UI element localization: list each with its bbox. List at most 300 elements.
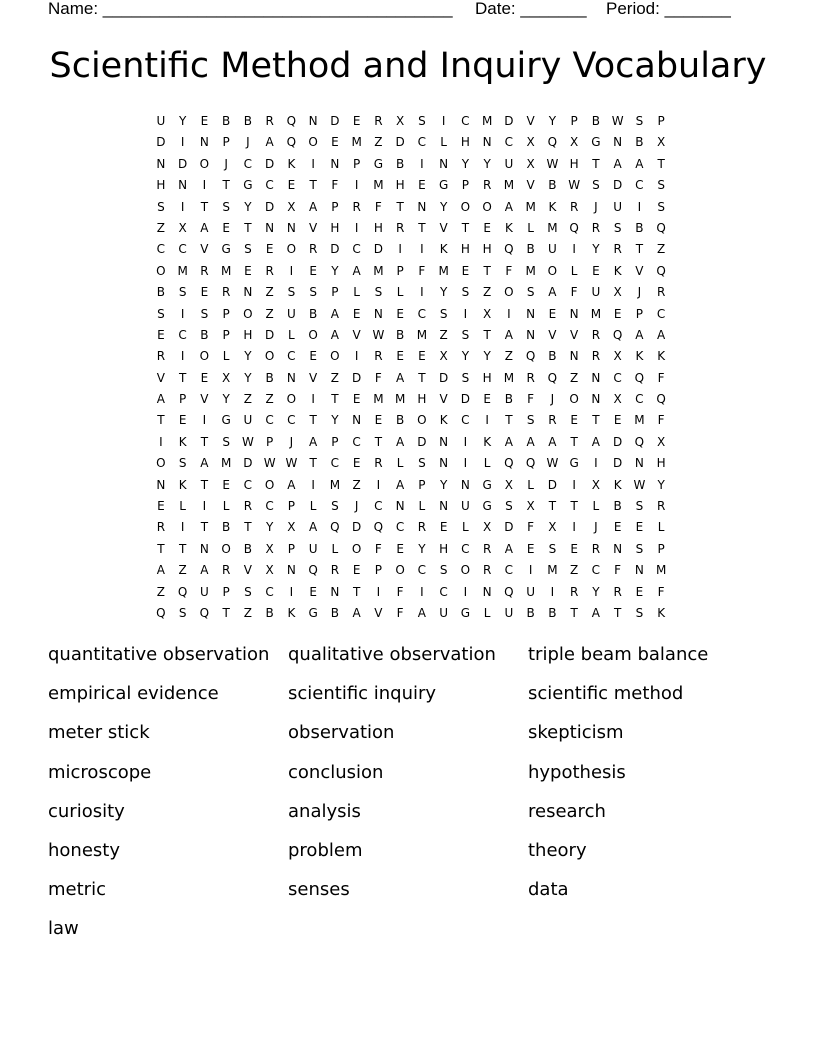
grid-letter: U: [439, 605, 449, 620]
grid-letter: Z: [330, 370, 339, 385]
grid-letter: C: [352, 242, 361, 257]
grid-letter: D: [439, 370, 449, 385]
grid-letter: P: [418, 477, 426, 492]
word-search-grid: [150, 111, 672, 624]
grid-letter: F: [396, 605, 404, 620]
grid-letter: R: [265, 263, 274, 278]
grid-letter: X: [570, 135, 579, 150]
grid-row: [150, 410, 672, 431]
grid-letter: T: [505, 413, 513, 428]
grid-letter: C: [374, 499, 383, 514]
grid-letter: U: [308, 541, 318, 556]
grid-letter: T: [200, 434, 209, 449]
grid-letter: V: [309, 220, 318, 235]
grid-letter: S: [157, 306, 165, 321]
grid-letter: I: [180, 199, 185, 214]
grid-letter: R: [308, 242, 318, 257]
grid-letter: R: [417, 520, 427, 535]
grid-letter: Y: [418, 541, 426, 556]
grid-letter: E: [352, 114, 361, 128]
grid-letter: L: [418, 499, 426, 514]
grid-letter: O: [199, 156, 210, 171]
grid-letter: R: [374, 114, 383, 128]
grid-letter: N: [439, 499, 449, 514]
grid-letter: Y: [439, 285, 448, 300]
grid-letter: L: [179, 499, 186, 514]
grid-letter: I: [528, 563, 533, 578]
grid-letter: C: [461, 114, 470, 128]
grid-letter: W: [241, 434, 254, 449]
grid-letter: O: [156, 456, 166, 471]
grid-letter: S: [178, 605, 187, 620]
grid-letter: S: [657, 178, 665, 193]
grid-letter: L: [396, 285, 404, 300]
grid-letter: N: [395, 499, 405, 514]
grid-letter: V: [243, 563, 252, 578]
grid-letter: A: [548, 285, 557, 300]
grid-letter: E: [178, 413, 187, 428]
grid-letter: Y: [244, 370, 252, 385]
grid-letter: B: [265, 605, 274, 620]
grid-letter: T: [309, 456, 317, 471]
grid-letter: O: [221, 541, 231, 556]
grid-letter: E: [570, 541, 578, 556]
grid-letter: M: [329, 477, 341, 492]
grid-letter: Q: [634, 370, 645, 385]
grid-letter: Q: [504, 456, 514, 471]
grid-letter: A: [504, 541, 513, 556]
grid-letter: O: [460, 563, 471, 578]
grid-letter: O: [264, 477, 275, 492]
grid-letter: V: [352, 327, 361, 342]
grid-letter: N: [634, 456, 644, 471]
grid-letter: A: [200, 563, 209, 578]
grid-letter: I: [354, 220, 359, 235]
grid-letter: H: [156, 178, 166, 193]
grid-letter: O: [286, 242, 297, 257]
grid-letter: F: [418, 263, 426, 278]
grid-letter: N: [591, 370, 601, 385]
grid-letter: V: [374, 605, 383, 620]
grid-row: [150, 154, 672, 175]
word-bank: [48, 641, 768, 955]
grid-letter: W: [285, 456, 298, 471]
grid-letter: Q: [156, 605, 166, 620]
grid-letter: E: [592, 263, 600, 278]
grid-letter: R: [591, 349, 601, 364]
grid-letter: N: [613, 541, 623, 556]
grid-letter: L: [222, 499, 230, 514]
grid-letter: P: [657, 114, 665, 128]
grid-letter: E: [613, 413, 622, 428]
grid-letter: A: [396, 477, 405, 492]
grid-letter: U: [504, 156, 514, 171]
grid-letter: I: [354, 349, 359, 364]
grid-letter: N: [482, 135, 492, 150]
grid-letter: M: [634, 413, 645, 428]
grid-letter: A: [526, 434, 535, 449]
grid-letter: U: [156, 114, 166, 128]
grid-letter: I: [159, 434, 163, 449]
grid-letter: S: [548, 541, 557, 556]
grid-letter: B: [548, 605, 557, 620]
grid-letter: M: [525, 263, 536, 278]
grid-letter: T: [570, 434, 578, 449]
grid-letter: Q: [656, 392, 666, 407]
grid-letter: F: [374, 370, 382, 385]
grid-letter: T: [592, 413, 600, 428]
grid-letter: R: [221, 563, 231, 578]
grid-letter: S: [439, 563, 448, 578]
grid-letter: N: [569, 306, 579, 321]
grid-letter: G: [308, 605, 318, 620]
grid-letter: K: [483, 434, 492, 449]
grid-letter: U: [243, 413, 253, 428]
grid-letter: Y: [592, 584, 600, 599]
grid-letter: N: [439, 434, 449, 449]
grid-letter: I: [572, 242, 576, 257]
grid-letter: G: [373, 156, 384, 171]
grid-letter: L: [309, 499, 317, 514]
grid-letter: N: [286, 370, 296, 385]
grid-letter: P: [266, 434, 274, 449]
grid-letter: I: [463, 584, 468, 599]
grid-letter: L: [483, 605, 491, 620]
grid-letter: X: [483, 306, 492, 321]
grid-letter: W: [568, 178, 581, 193]
grid-letter: I: [376, 477, 381, 492]
grid-letter: E: [200, 285, 209, 300]
grid-letter: S: [418, 456, 426, 471]
grid-letter: C: [352, 434, 361, 449]
grid-letter: E: [222, 477, 230, 492]
grid-letter: I: [420, 242, 424, 257]
word-list-item: analysis: [288, 800, 361, 822]
grid-letter: I: [420, 156, 424, 171]
grid-letter: T: [244, 520, 252, 535]
grid-row: [150, 218, 672, 239]
grid-letter: S: [526, 285, 535, 300]
grid-letter: R: [656, 499, 666, 514]
grid-letter: O: [460, 199, 471, 214]
grid-letter: N: [178, 178, 188, 193]
grid-letter: K: [613, 263, 622, 278]
grid-letter: A: [504, 434, 513, 449]
grid-letter: X: [287, 520, 296, 535]
grid-letter: N: [199, 541, 209, 556]
grid-letter: T: [222, 605, 230, 620]
grid-letter: R: [548, 413, 557, 428]
grid-letter: P: [222, 584, 230, 599]
grid-letter: X: [439, 349, 448, 364]
grid-letter: Z: [657, 242, 666, 257]
grid-letter: H: [482, 370, 492, 385]
grid-letter: C: [439, 584, 448, 599]
grid-letter: Z: [156, 584, 165, 599]
grid-letter: M: [373, 392, 384, 407]
grid-letter: R: [374, 349, 383, 364]
grid-letter: M: [438, 263, 449, 278]
grid-letter: R: [200, 263, 209, 278]
grid-letter: R: [656, 285, 666, 300]
grid-letter: S: [635, 114, 644, 128]
grid-letter: G: [221, 413, 231, 428]
grid-letter: Q: [504, 584, 514, 599]
grid-letter: O: [308, 135, 318, 150]
grid-letter: H: [460, 242, 470, 257]
grid-letter: H: [330, 220, 340, 235]
grid-letter: P: [222, 306, 230, 321]
grid-letter: T: [483, 327, 491, 342]
grid-letter: D: [613, 178, 623, 193]
grid-letter: F: [505, 263, 513, 278]
grid-letter: I: [572, 520, 576, 535]
grid-letter: O: [351, 541, 362, 556]
grid-letter: T: [178, 541, 187, 556]
grid-letter: S: [244, 242, 252, 257]
grid-letter: Y: [331, 413, 339, 428]
grid-letter: Y: [461, 156, 470, 171]
grid-letter: O: [395, 563, 405, 578]
grid-letter: N: [265, 220, 275, 235]
grid-letter: O: [330, 349, 340, 364]
grid-letter: N: [330, 156, 340, 171]
word-list-item: qualitative observation: [288, 644, 496, 665]
grid-letter: A: [591, 605, 600, 620]
grid-letter: K: [504, 220, 513, 235]
grid-letter: C: [243, 477, 253, 492]
grid-letter: I: [289, 263, 294, 278]
grid-letter: B: [591, 114, 600, 128]
grid-letter: F: [527, 392, 535, 407]
grid-letter: C: [591, 563, 601, 578]
grid-row: [150, 432, 672, 453]
grid-letter: W: [372, 327, 385, 342]
grid-row: [150, 496, 672, 517]
grid-letter: T: [396, 199, 404, 214]
grid-letter: C: [265, 499, 274, 514]
grid-letter: C: [461, 413, 470, 428]
grid-letter: P: [635, 306, 643, 321]
grid-letter: A: [309, 199, 318, 214]
grid-letter: F: [527, 520, 535, 535]
grid-letter: Y: [222, 392, 230, 407]
grid-letter: X: [287, 199, 296, 214]
grid-letter: E: [309, 584, 317, 599]
grid-letter: F: [374, 541, 382, 556]
grid-letter: P: [374, 563, 382, 578]
grid-letter: R: [613, 584, 622, 599]
grid-letter: H: [395, 178, 405, 193]
grid-letter: B: [396, 413, 405, 428]
grid-letter: V: [439, 392, 448, 407]
grid-letter: G: [438, 178, 449, 193]
grid-letter: C: [417, 135, 427, 150]
grid-letter: N: [569, 349, 579, 364]
grid-letter: S: [178, 285, 187, 300]
grid-letter: C: [265, 584, 274, 599]
grid-letter: N: [417, 199, 427, 214]
grid-letter: I: [311, 392, 315, 407]
word-list-item: research: [528, 800, 606, 822]
grid-letter: P: [179, 392, 187, 407]
grid-letter: B: [548, 178, 557, 193]
grid-letter: E: [418, 178, 426, 193]
word-list-item: triple beam balance: [528, 644, 709, 665]
grid-letter: T: [157, 413, 165, 428]
grid-letter: M: [525, 199, 536, 214]
grid-letter: G: [460, 605, 471, 620]
grid-letter: S: [635, 605, 644, 620]
grid-letter: K: [439, 242, 448, 257]
grid-letter: L: [288, 327, 295, 342]
grid-letter: V: [526, 114, 535, 128]
grid-row: [150, 603, 672, 624]
grid-letter: C: [504, 563, 514, 578]
grid-letter: X: [265, 563, 274, 578]
grid-letter: B: [526, 605, 535, 620]
grid-letter: I: [376, 584, 381, 599]
grid-letter: E: [352, 456, 361, 471]
grid-letter: D: [156, 135, 166, 150]
grid-letter: S: [613, 220, 622, 235]
grid-letter: D: [265, 156, 275, 171]
grid-letter: J: [246, 135, 250, 150]
grid-letter: V: [439, 220, 448, 235]
grid-letter: E: [635, 520, 644, 535]
grid-letter: R: [265, 114, 274, 128]
grid-letter: G: [243, 178, 253, 193]
grid-letter: L: [353, 285, 360, 300]
grid-letter: V: [200, 242, 209, 257]
grid-letter: C: [287, 349, 296, 364]
grid-letter: E: [309, 349, 317, 364]
grid-letter: A: [396, 434, 405, 449]
word-list-item: theory: [528, 839, 587, 861]
grid-letter: H: [417, 392, 427, 407]
grid-letter: A: [330, 327, 339, 342]
grid-letter: P: [353, 156, 361, 171]
grid-letter: F: [614, 563, 622, 578]
grid-letter: N: [634, 563, 644, 578]
grid-letter: Q: [569, 220, 579, 235]
grid-letter: N: [591, 392, 601, 407]
grid-letter: S: [222, 199, 230, 214]
grid-letter: I: [202, 413, 207, 428]
grid-letter: Q: [199, 605, 210, 620]
grid-row: [150, 304, 672, 325]
grid-letter: T: [309, 413, 317, 428]
grid-letter: I: [180, 306, 185, 321]
grid-letter: C: [178, 327, 187, 342]
grid-letter: L: [331, 541, 339, 556]
word-list-item: quantitative observation: [48, 644, 270, 665]
grid-letter: Y: [439, 477, 448, 492]
grid-letter: M: [373, 178, 384, 193]
grid-letter: D: [330, 114, 340, 128]
grid-letter: P: [461, 178, 469, 193]
grid-letter: I: [180, 520, 185, 535]
grid-letter: I: [594, 456, 598, 471]
grid-letter: D: [460, 392, 470, 407]
grid-letter: B: [548, 349, 557, 364]
grid-letter: A: [635, 156, 644, 171]
grid-letter: D: [613, 456, 623, 471]
grid-letter: A: [504, 199, 513, 214]
grid-letter: U: [547, 242, 557, 257]
grid-row: [150, 197, 672, 218]
grid-letter: P: [396, 263, 404, 278]
grid-letter: N: [373, 306, 383, 321]
grid-letter: A: [309, 520, 318, 535]
grid-letter: T: [418, 220, 426, 235]
grid-letter: B: [635, 220, 644, 235]
word-list-item: senses: [288, 879, 350, 901]
grid-letter: S: [244, 584, 252, 599]
grid-letter: U: [526, 584, 536, 599]
grid-row: [150, 389, 672, 410]
grid-letter: N: [156, 477, 166, 492]
grid-letter: Z: [265, 306, 274, 321]
grid-letter: D: [178, 156, 188, 171]
grid-letter: N: [286, 220, 296, 235]
grid-letter: D: [547, 477, 557, 492]
grid-letter: A: [613, 156, 622, 171]
grid-letter: X: [483, 520, 492, 535]
grid-letter: T: [418, 370, 426, 385]
grid-letter: X: [548, 520, 557, 535]
grid-letter: O: [264, 349, 275, 364]
grid-letter: T: [461, 220, 470, 235]
grid-letter: E: [396, 349, 404, 364]
grid-letter: Q: [286, 135, 297, 150]
grid-letter: Y: [483, 156, 491, 171]
grid-letter: I: [354, 178, 359, 193]
grid-letter: E: [548, 306, 557, 321]
grid-letter: R: [156, 520, 166, 535]
grid-letter: A: [417, 605, 426, 620]
grid-letter: C: [461, 541, 470, 556]
grid-letter: N: [439, 456, 449, 471]
grid-letter: D: [504, 520, 514, 535]
grid-letter: Y: [657, 477, 665, 492]
grid-letter: V: [526, 178, 535, 193]
grid-letter: A: [548, 434, 557, 449]
grid-letter: N: [460, 477, 470, 492]
grid-letter: E: [331, 135, 339, 150]
grid-letter: S: [200, 306, 209, 321]
grid-letter: E: [200, 370, 209, 385]
grid-letter: N: [243, 285, 253, 300]
grid-letter: T: [613, 605, 622, 620]
grid-letter: R: [352, 199, 361, 214]
grid-letter: I: [180, 135, 185, 150]
grid-letter: N: [308, 114, 318, 128]
grid-letter: O: [156, 263, 166, 278]
grid-letter: Y: [178, 114, 187, 128]
grid-letter: D: [352, 370, 362, 385]
grid-letter: D: [330, 242, 340, 257]
word-list-item: honesty: [48, 839, 120, 861]
grid-letter: C: [635, 392, 644, 407]
grid-letter: T: [178, 370, 187, 385]
grid-letter: Z: [265, 392, 274, 407]
grid-letter: O: [547, 263, 558, 278]
grid-letter: Y: [592, 242, 600, 257]
grid-letter: S: [657, 199, 665, 214]
grid-letter: O: [417, 413, 427, 428]
grid-letter: V: [635, 263, 644, 278]
